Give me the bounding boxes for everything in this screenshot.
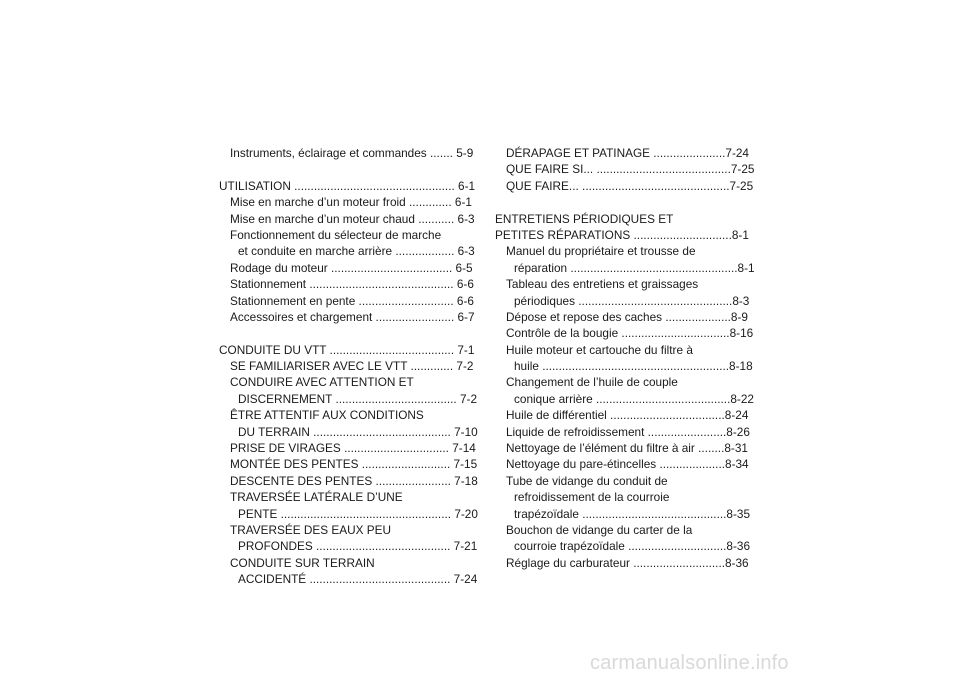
toc-spacer	[219, 161, 475, 177]
toc-entry[interactable]: Huile moteur et cartouche du filtre à	[506, 342, 693, 357]
toc-entry[interactable]: CONDUITE SUR TERRAIN	[230, 555, 375, 570]
toc-entry[interactable]: DÉRAPAGE ET PATINAGE ......................7-24	[506, 146, 749, 160]
toc-entry[interactable]: DU TERRAIN .......................................... 7-10	[238, 424, 478, 439]
toc-column-left	[219, 145, 478, 588]
toc-entry[interactable]: Stationnement ............................................ 6-6	[230, 277, 474, 292]
toc-entry[interactable]: courroie trapézoïdale ..............................8-36	[514, 539, 751, 554]
toc-entry[interactable]: SE FAMILIARISER AVEC LE VTT ............. 7-2	[230, 359, 474, 374]
toc-entry[interactable]: Contrôle de la bougie .................................8-16	[506, 326, 754, 341]
toc-entry[interactable]: TRAVERSÉE LATÉRALE D’UNE	[230, 490, 403, 505]
toc-entry[interactable]: périodiques ...............................................8-3	[514, 293, 750, 308]
toc-entry[interactable]: PROFONDES ......................................... 7-21	[238, 539, 478, 554]
toc-entry[interactable]: TRAVERSÉE DES EAUX PEU	[230, 522, 392, 537]
toc-entry[interactable]: Bouchon de vidange du carter de la	[506, 522, 693, 537]
toc-entry[interactable]: Fonctionnement du sélecteur de marche	[230, 227, 442, 242]
toc-chapter-entry[interactable]: CONDUITE DU VTT ...................................... 7-1	[219, 342, 475, 357]
toc-entry[interactable]: Nettoyage du pare-étincelles ....................8-34	[506, 457, 749, 472]
toc-entry[interactable]: Manuel du propriétaire et trousse de	[506, 244, 696, 259]
toc-entry[interactable]: Mise en marche d’un moteur chaud ........... 6-3	[230, 211, 475, 226]
toc-entry[interactable]: Dépose et repose des caches ....................8-9	[506, 309, 748, 324]
toc-entry[interactable]: QUE FAIRE SI... .........................................7-25	[506, 162, 755, 177]
toc-entry[interactable]: huile .........................................................8-18	[514, 359, 753, 374]
toc-entry[interactable]: Rodage du moteur ..................................... 6-5	[230, 260, 473, 275]
toc-entry[interactable]: QUE FAIRE... .............................................7-25	[506, 178, 754, 193]
toc-entry[interactable]: CONDUIRE AVEC ATTENTION ET	[230, 375, 414, 390]
toc-column-right	[495, 145, 755, 571]
watermark: carmanualsonline.info	[590, 652, 789, 674]
toc-entry[interactable]: Changement de l’huile de couple	[506, 375, 678, 390]
toc-entry[interactable]: Tableau des entretiens et graissages	[506, 277, 699, 292]
toc-entry[interactable]: PENTE .................................................... 7-20	[238, 506, 478, 521]
toc-entry[interactable]: DESCENTE DES PENTES ....................... 7-18	[230, 473, 478, 488]
toc-entry[interactable]: refroidissement de la courroie	[514, 490, 670, 505]
toc-entry[interactable]: Huile de différentiel ...................................8-24	[506, 408, 749, 423]
toc-chapter-entry[interactable]: ENTRETIENS PÉRIODIQUES ET	[495, 211, 674, 226]
toc-entry[interactable]: MONTÉE DES PENTES ........................... 7-15	[230, 457, 478, 472]
toc-chapter-entry[interactable]: PETITES RÉPARATIONS ..............................8-1	[495, 227, 749, 242]
toc-entry[interactable]: Accessoires et chargement ........................ 6-7	[230, 309, 475, 324]
toc-entry[interactable]: ÊTRE ATTENTIF AUX CONDITIONS	[230, 408, 424, 423]
toc-entry[interactable]: Liquide de refroidissement ........................8-26	[506, 424, 750, 439]
toc-entry[interactable]: Tube de vidange du conduit de	[506, 473, 668, 488]
toc-spacer	[495, 194, 749, 210]
toc-entry[interactable]: trapézoïdale ............................................8-35	[514, 506, 751, 521]
toc-chapter-entry[interactable]: UTILISATION ................................................. 6-1	[219, 178, 476, 193]
toc-entry[interactable]: Mise en marche d’un moteur froid ............. 6-1	[230, 195, 472, 210]
toc-entry[interactable]: réparation ...................................................8-1	[514, 260, 755, 275]
toc-spacer	[219, 325, 475, 341]
toc-entry[interactable]: Nettoyage de l’élément du filtre à air ........8-31	[506, 441, 748, 456]
toc-entry[interactable]: conique arrière .........................................8-22	[514, 391, 754, 406]
toc-entry[interactable]: PRISE DE VIRAGES ................................ 7-14	[230, 441, 476, 456]
toc-entry[interactable]: Instruments, éclairage et commandes ....... 5-9	[230, 146, 474, 160]
toc-entry[interactable]: Réglage du carburateur ............................8-36	[506, 555, 749, 570]
toc-entry[interactable]: Stationnement en pente ............................. 6-6	[230, 293, 474, 308]
toc-entry[interactable]: DISCERNEMENT ..................................... 7-2	[238, 391, 478, 406]
toc-entry[interactable]: et conduite en marche arrière .................. 6-3	[238, 244, 475, 259]
toc-entry[interactable]: ACCIDENTÉ ........................................... 7-24	[238, 572, 478, 587]
